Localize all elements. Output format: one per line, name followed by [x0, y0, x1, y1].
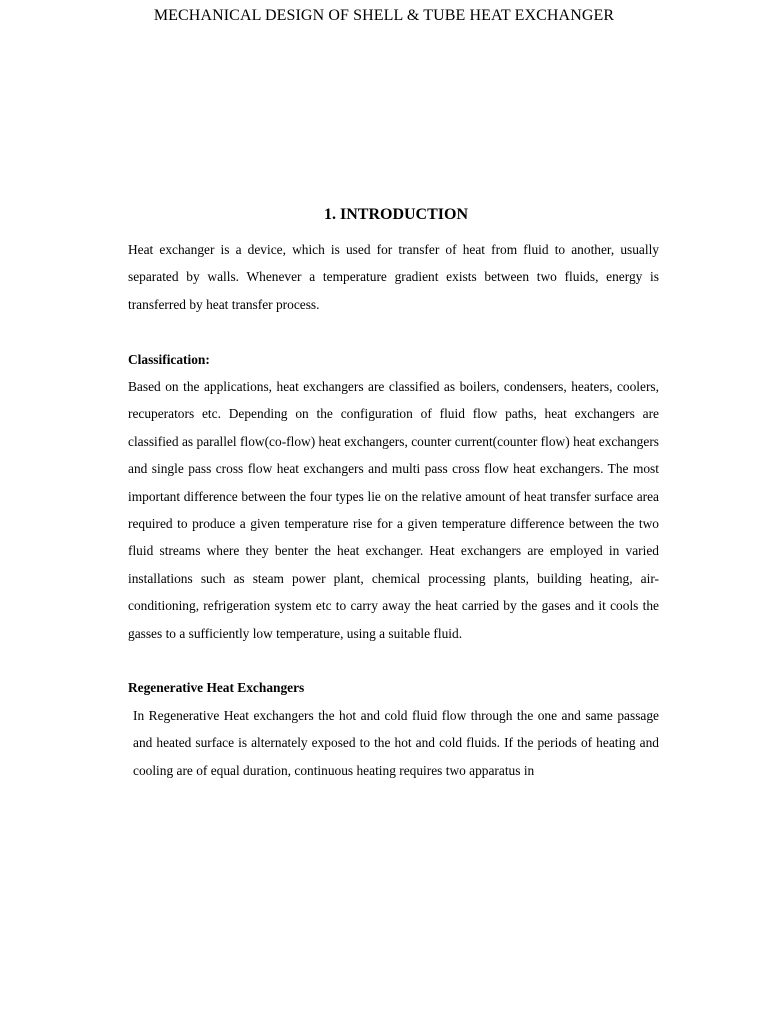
regenerative-paragraph: In Regenerative Heat exchangers the hot and cold fluid flow through the one and same passage and heated surface is alternately exposed to the hot and cold fluids. If the periods of heating and cooling are of equal duration, continuous heating requires two apparatus in [133, 707, 659, 778]
running-header: MECHANICAL DESIGN OF SHELL & TUBE HEAT EXCHANGER [153, 7, 615, 24]
page-content [128, 204, 659, 784]
paragraph-spacer [128, 647, 659, 674]
intro-paragraph: Heat exchanger is a device, which is used for transfer of heat from fluid to another, usually separated by walls. Whenever a temperature gradient exists between two fluids, energy is transferred by heat transfer process. [128, 242, 659, 312]
regenerative-heading: Regenerative Heat Exchangers [128, 680, 305, 696]
paragraph-spacer [128, 318, 659, 345]
section-title: 1. INTRODUCTION [323, 206, 468, 223]
classification-paragraph: Based on the applications, heat exchangers are classified as boilers, condensers, heaters, coolers, recuperators etc. Depending on the configuration of fluid flow paths, heat exchangers are classified as parallel flow(co-flow) heat exchangers, counter current(counter flow) heat exchangers and single pass cross flow heat exchangers and multi pass cross flow heat exchangers. The most important difference between the four types lie on the relative amount of heat transfer surface area required to produce a given temperature rise for a given temperature difference between the two fluid streams where they benter the heat exchanger. Heat exchangers are employed in varied installations such as steam power plant, chemical processing plants, building heating, air-conditioning, refrigeration system etc to carry away the heat carried by the gases and it cools the gasses to a sufficiently low temperature, using a suitable fluid. [128, 379, 659, 641]
classification-heading: Classification: [128, 351, 210, 367]
